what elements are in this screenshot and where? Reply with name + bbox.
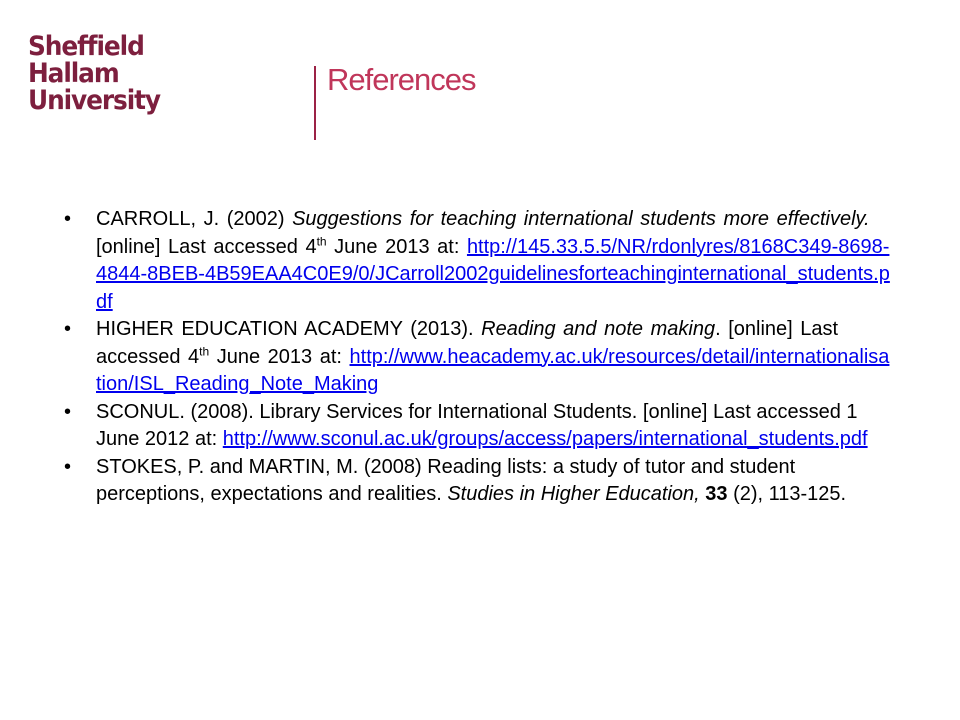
reference-title: Reading and note making [481, 318, 716, 340]
reference-link[interactable]: http://www.sconul.ac.uk/groups/access/papers/international_students.pdf [222, 428, 868, 450]
reference-ordinal: th [199, 343, 210, 358]
reference-link[interactable]: http://145.33.5.5/NR/rdonlyres/8168C349-8698-4844-8BEB-4B59EAA4C0E9/0/JCarroll2002guidelinesforteachinginternational_students.pdf [96, 235, 890, 313]
reference-ordinal: th [316, 233, 327, 248]
reference-text: SCONUL. (2008). Library Services for International Students. [online] Last accessed 1 June 2012 at: [96, 400, 858, 450]
reference-text-2: June 2013 at: [209, 345, 350, 368]
reference-title: Suggestions for teaching international students more effectively. [292, 208, 870, 230]
reference-text: . [online] Last accessed 4 [96, 318, 839, 368]
logo-line-1: Sheffield [28, 31, 144, 62]
reference-item-sconul [64, 399, 890, 454]
reference-volume: 33 [705, 483, 728, 505]
reference-author: CARROLL, J. (2002) [96, 208, 293, 230]
reference-journal: Studies in Higher Education, [447, 483, 700, 505]
logo-line-3: University [28, 85, 160, 116]
reference-item-carroll [64, 206, 890, 316]
reference-link[interactable]: http://www.heacademy.ac.uk/resources/detail/internationalisation/ISL_Reading_Note_Making [96, 345, 890, 395]
logo-line-2: Hallam [28, 58, 119, 89]
title-divider [314, 66, 316, 140]
reference-item-hea [64, 316, 890, 399]
reference-issue: (2), 113-125. [727, 483, 847, 505]
slide-title: References [327, 62, 476, 97]
reference-text: STOKES, P. and MARTIN, M. (2008) Reading lists: a study of tutor and student perceptions, expectations and realities. [96, 455, 796, 505]
reference-text: [online] Last accessed 4 [96, 235, 317, 258]
reference-item-stokes [64, 454, 890, 509]
reference-text-2: June 2013 at: [326, 235, 467, 258]
reference-author: HIGHER EDUCATION ACADEMY (2013). [96, 318, 482, 340]
university-logo [28, 33, 160, 114]
reference-list [64, 206, 890, 509]
